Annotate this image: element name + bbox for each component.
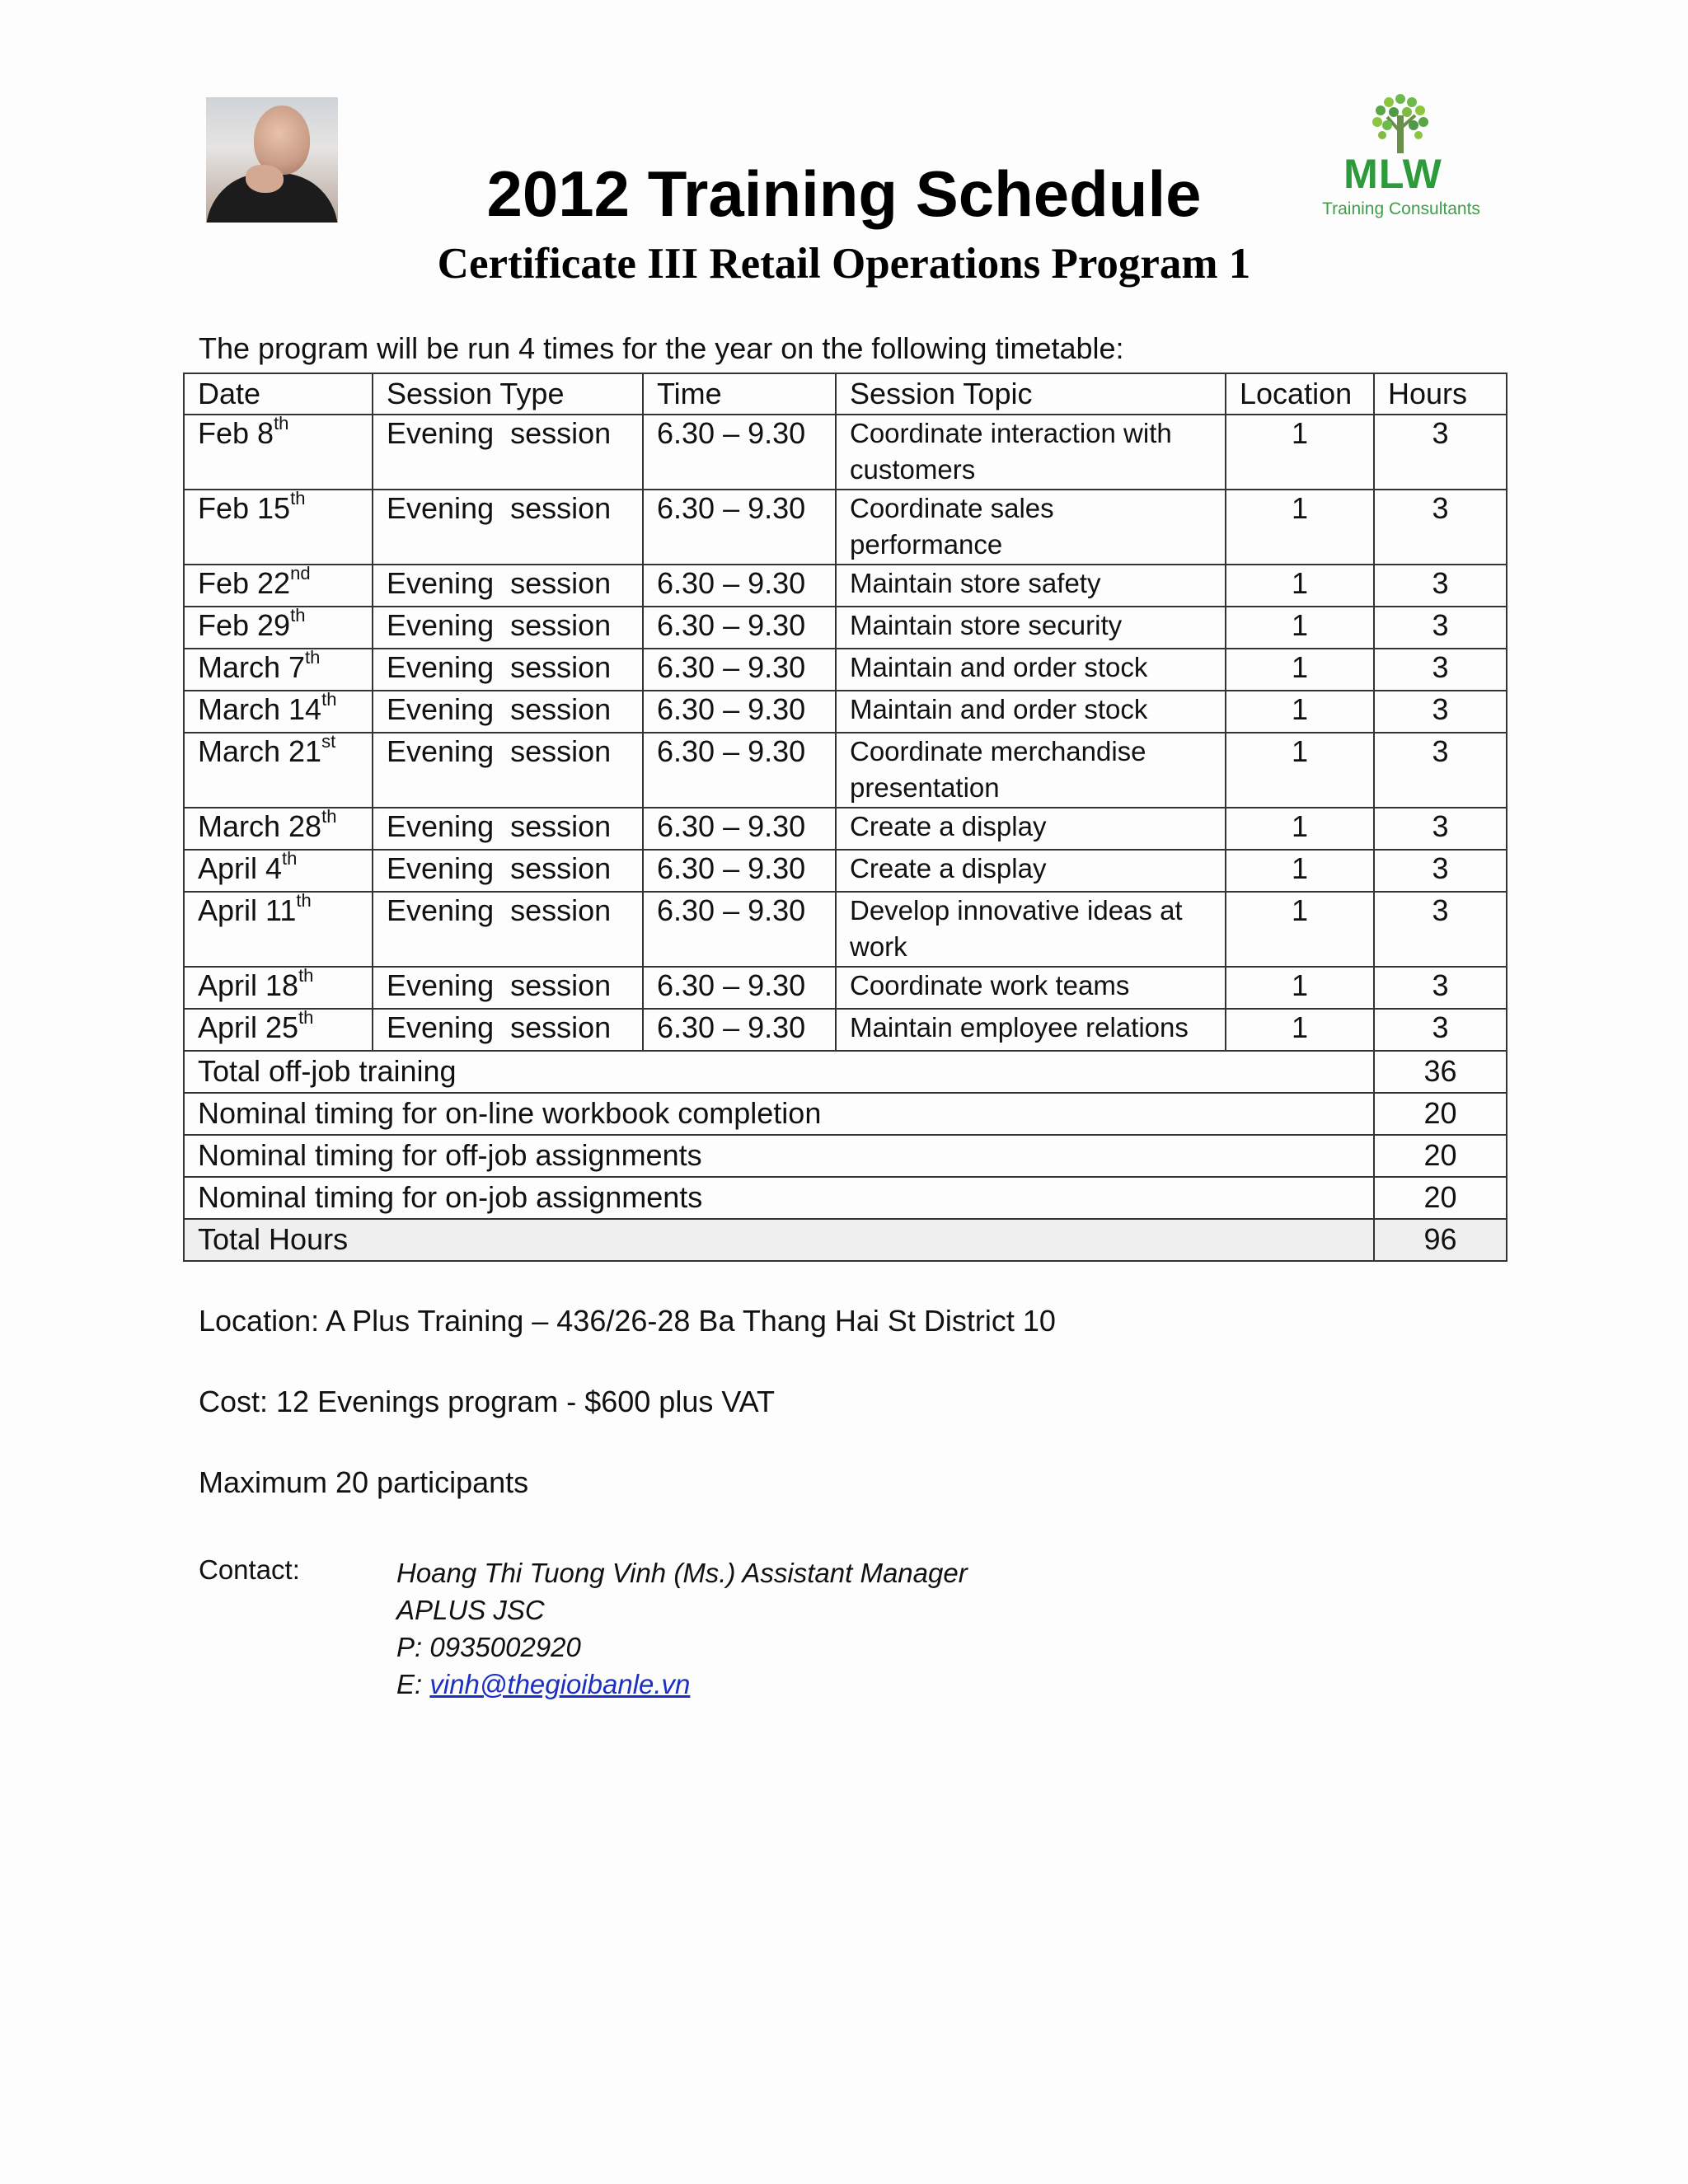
hours-cell: 3 xyxy=(1374,892,1507,967)
session-type-cell: Evening session xyxy=(373,415,643,490)
date-text: Feb 22 xyxy=(198,566,291,600)
column-header: Hours xyxy=(1374,373,1507,415)
table-row xyxy=(184,649,1507,691)
date-text: March 14 xyxy=(198,692,322,726)
date-suffix: th xyxy=(298,1007,314,1028)
session-type-cell: Evening session xyxy=(373,892,643,967)
contact-company: APLUS JSC xyxy=(396,1595,545,1625)
column-header: Time xyxy=(643,373,836,415)
topic-cell: Maintain employee relations xyxy=(836,1009,1226,1051)
date-text: Feb 8 xyxy=(198,416,274,450)
date-suffix: st xyxy=(321,731,336,752)
tree-icon xyxy=(1306,92,1496,158)
contact-phone: P: 0935002920 xyxy=(396,1632,581,1662)
summary-label: Nominal timing for on-line workbook completion xyxy=(184,1093,1374,1135)
column-header: Session Type xyxy=(373,373,643,415)
date-suffix: nd xyxy=(290,563,311,583)
summary-value: 20 xyxy=(1374,1093,1507,1135)
email-link[interactable]: vinh@thegioibanle.vn xyxy=(429,1669,691,1699)
date-cell xyxy=(184,691,373,733)
session-type-cell: Evening session xyxy=(373,565,643,607)
summary-label: Total Hours xyxy=(184,1219,1374,1261)
location-cell: 1 xyxy=(1226,1009,1374,1051)
date-suffix: th xyxy=(321,806,337,827)
location-text: Location: A Plus Training – 436/26-28 Ba Thang Hai St District 10 xyxy=(199,1304,1056,1338)
topic-cell: Maintain and order stock xyxy=(836,649,1226,691)
session-type-cell: Evening session xyxy=(373,691,643,733)
logo-subtitle: Training Consultants xyxy=(1322,199,1480,218)
schedule-table xyxy=(183,373,1507,1262)
intro-text: The program will be run 4 times for the year on the following timetable: xyxy=(199,331,1124,365)
topic-cell: Coordinate interaction with customers xyxy=(836,415,1226,490)
time-cell: 6.30 – 9.30 xyxy=(643,892,836,967)
contact-label: Contact: xyxy=(199,1554,300,1585)
table-row xyxy=(184,850,1507,892)
hours-cell: 3 xyxy=(1374,1009,1507,1051)
table-header-row xyxy=(184,373,1507,415)
hours-cell: 3 xyxy=(1374,415,1507,490)
location-cell: 1 xyxy=(1226,967,1374,1009)
time-cell: 6.30 – 9.30 xyxy=(643,607,836,649)
hours-cell: 3 xyxy=(1374,808,1507,850)
date-cell xyxy=(184,607,373,649)
summary-label: Nominal timing for on-job assignments xyxy=(184,1177,1374,1219)
time-cell: 6.30 – 9.30 xyxy=(643,967,836,1009)
max-participants-text: Maximum 20 participants xyxy=(199,1465,529,1499)
hours-cell: 3 xyxy=(1374,490,1507,565)
date-text: March 7 xyxy=(198,650,306,684)
topic-cell: Coordinate merchandise presentation xyxy=(836,733,1226,808)
summary-value: 20 xyxy=(1374,1135,1507,1177)
time-cell: 6.30 – 9.30 xyxy=(643,565,836,607)
table-row xyxy=(184,733,1507,808)
location-cell: 1 xyxy=(1226,490,1374,565)
hours-cell: 3 xyxy=(1374,649,1507,691)
date-suffix: th xyxy=(282,848,298,869)
column-header: Date xyxy=(184,373,373,415)
topic-cell: Create a display xyxy=(836,808,1226,850)
table-row xyxy=(184,808,1507,850)
table-row xyxy=(184,415,1507,490)
column-header: Location xyxy=(1226,373,1374,415)
topic-cell: Maintain store safety xyxy=(836,565,1226,607)
date-cell xyxy=(184,892,373,967)
cost-text: Cost: 12 Evenings program - $600 plus VAT xyxy=(199,1385,776,1418)
topic-cell: Maintain and order stock xyxy=(836,691,1226,733)
location-cell: 1 xyxy=(1226,808,1374,850)
date-suffix: th xyxy=(290,605,306,626)
location-cell: 1 xyxy=(1226,691,1374,733)
table-row xyxy=(184,967,1507,1009)
time-cell: 6.30 – 9.30 xyxy=(643,850,836,892)
date-cell xyxy=(184,967,373,1009)
topic-cell: Coordinate sales performance xyxy=(836,490,1226,565)
date-text: Feb 15 xyxy=(198,491,291,525)
session-type-cell: Evening session xyxy=(373,808,643,850)
date-cell xyxy=(184,733,373,808)
location-cell: 1 xyxy=(1226,415,1374,490)
hours-cell: 3 xyxy=(1374,607,1507,649)
date-suffix: th xyxy=(321,689,337,710)
date-cell xyxy=(184,649,373,691)
date-text: April 11 xyxy=(198,893,297,927)
summary-row xyxy=(184,1051,1507,1093)
topic-cell: Coordinate work teams xyxy=(836,967,1226,1009)
total-hours-row xyxy=(184,1219,1507,1261)
topic-cell: Maintain store security xyxy=(836,607,1226,649)
date-text: March 21 xyxy=(198,734,322,768)
summary-row xyxy=(184,1135,1507,1177)
date-cell xyxy=(184,1009,373,1051)
date-text: April 25 xyxy=(198,1010,299,1044)
location-cell: 1 xyxy=(1226,607,1374,649)
logo-text: MLW xyxy=(1343,151,1442,197)
date-suffix: th xyxy=(296,890,312,911)
table-row xyxy=(184,565,1507,607)
session-type-cell: Evening session xyxy=(373,1009,643,1051)
table-row xyxy=(184,607,1507,649)
hours-cell: 3 xyxy=(1374,967,1507,1009)
session-type-cell: Evening session xyxy=(373,733,643,808)
session-type-cell: Evening session xyxy=(373,490,643,565)
hours-cell: 3 xyxy=(1374,733,1507,808)
summary-row xyxy=(184,1177,1507,1219)
date-cell xyxy=(184,415,373,490)
email-prefix: E: xyxy=(396,1669,430,1699)
topic-cell: Develop innovative ideas at work xyxy=(836,892,1226,967)
time-cell: 6.30 – 9.30 xyxy=(643,1009,836,1051)
summary-label: Total off-job training xyxy=(184,1051,1374,1093)
summary-value: 20 xyxy=(1374,1177,1507,1219)
date-text: March 28 xyxy=(198,809,322,843)
date-cell xyxy=(184,565,373,607)
hours-cell: 3 xyxy=(1374,565,1507,607)
topic-cell: Create a display xyxy=(836,850,1226,892)
table-row xyxy=(184,1009,1507,1051)
date-suffix: th xyxy=(298,965,314,986)
date-suffix: th xyxy=(290,488,306,509)
hours-cell: 3 xyxy=(1374,850,1507,892)
location-cell: 1 xyxy=(1226,733,1374,808)
table-row xyxy=(184,892,1507,967)
session-type-cell: Evening session xyxy=(373,607,643,649)
date-cell xyxy=(184,490,373,565)
location-cell: 1 xyxy=(1226,649,1374,691)
date-text: April 4 xyxy=(198,851,283,885)
page-subtitle: Certificate III Retail Operations Program 1 xyxy=(437,240,1251,288)
contact-email-line xyxy=(396,1666,968,1703)
hours-cell: 3 xyxy=(1374,691,1507,733)
session-type-cell: Evening session xyxy=(373,649,643,691)
contact-name: Hoang Thi Tuong Vinh (Ms.) Assistant Manager xyxy=(396,1558,968,1588)
session-type-cell: Evening session xyxy=(373,967,643,1009)
date-text: Feb 29 xyxy=(198,608,291,642)
time-cell: 6.30 – 9.30 xyxy=(643,490,836,565)
summary-row xyxy=(184,1093,1507,1135)
location-cell: 1 xyxy=(1226,565,1374,607)
date-cell xyxy=(184,850,373,892)
time-cell: 6.30 – 9.30 xyxy=(643,649,836,691)
session-type-cell: Evening session xyxy=(373,850,643,892)
time-cell: 6.30 – 9.30 xyxy=(643,733,836,808)
table-row xyxy=(184,490,1507,565)
location-cell: 1 xyxy=(1226,892,1374,967)
time-cell: 6.30 – 9.30 xyxy=(643,415,836,490)
summary-label: Nominal timing for off-job assignments xyxy=(184,1135,1374,1177)
column-header: Session Topic xyxy=(836,373,1226,415)
date-text: April 18 xyxy=(198,968,299,1002)
time-cell: 6.30 – 9.30 xyxy=(643,691,836,733)
location-cell: 1 xyxy=(1226,850,1374,892)
time-cell: 6.30 – 9.30 xyxy=(643,808,836,850)
summary-value: 36 xyxy=(1374,1051,1507,1093)
date-cell xyxy=(184,808,373,850)
table-row xyxy=(184,691,1507,733)
page-title: 2012 Training Schedule xyxy=(486,157,1202,230)
date-suffix: th xyxy=(274,413,289,434)
summary-value: 96 xyxy=(1374,1219,1507,1261)
contact-block xyxy=(396,1554,968,1703)
date-suffix: th xyxy=(305,647,321,668)
